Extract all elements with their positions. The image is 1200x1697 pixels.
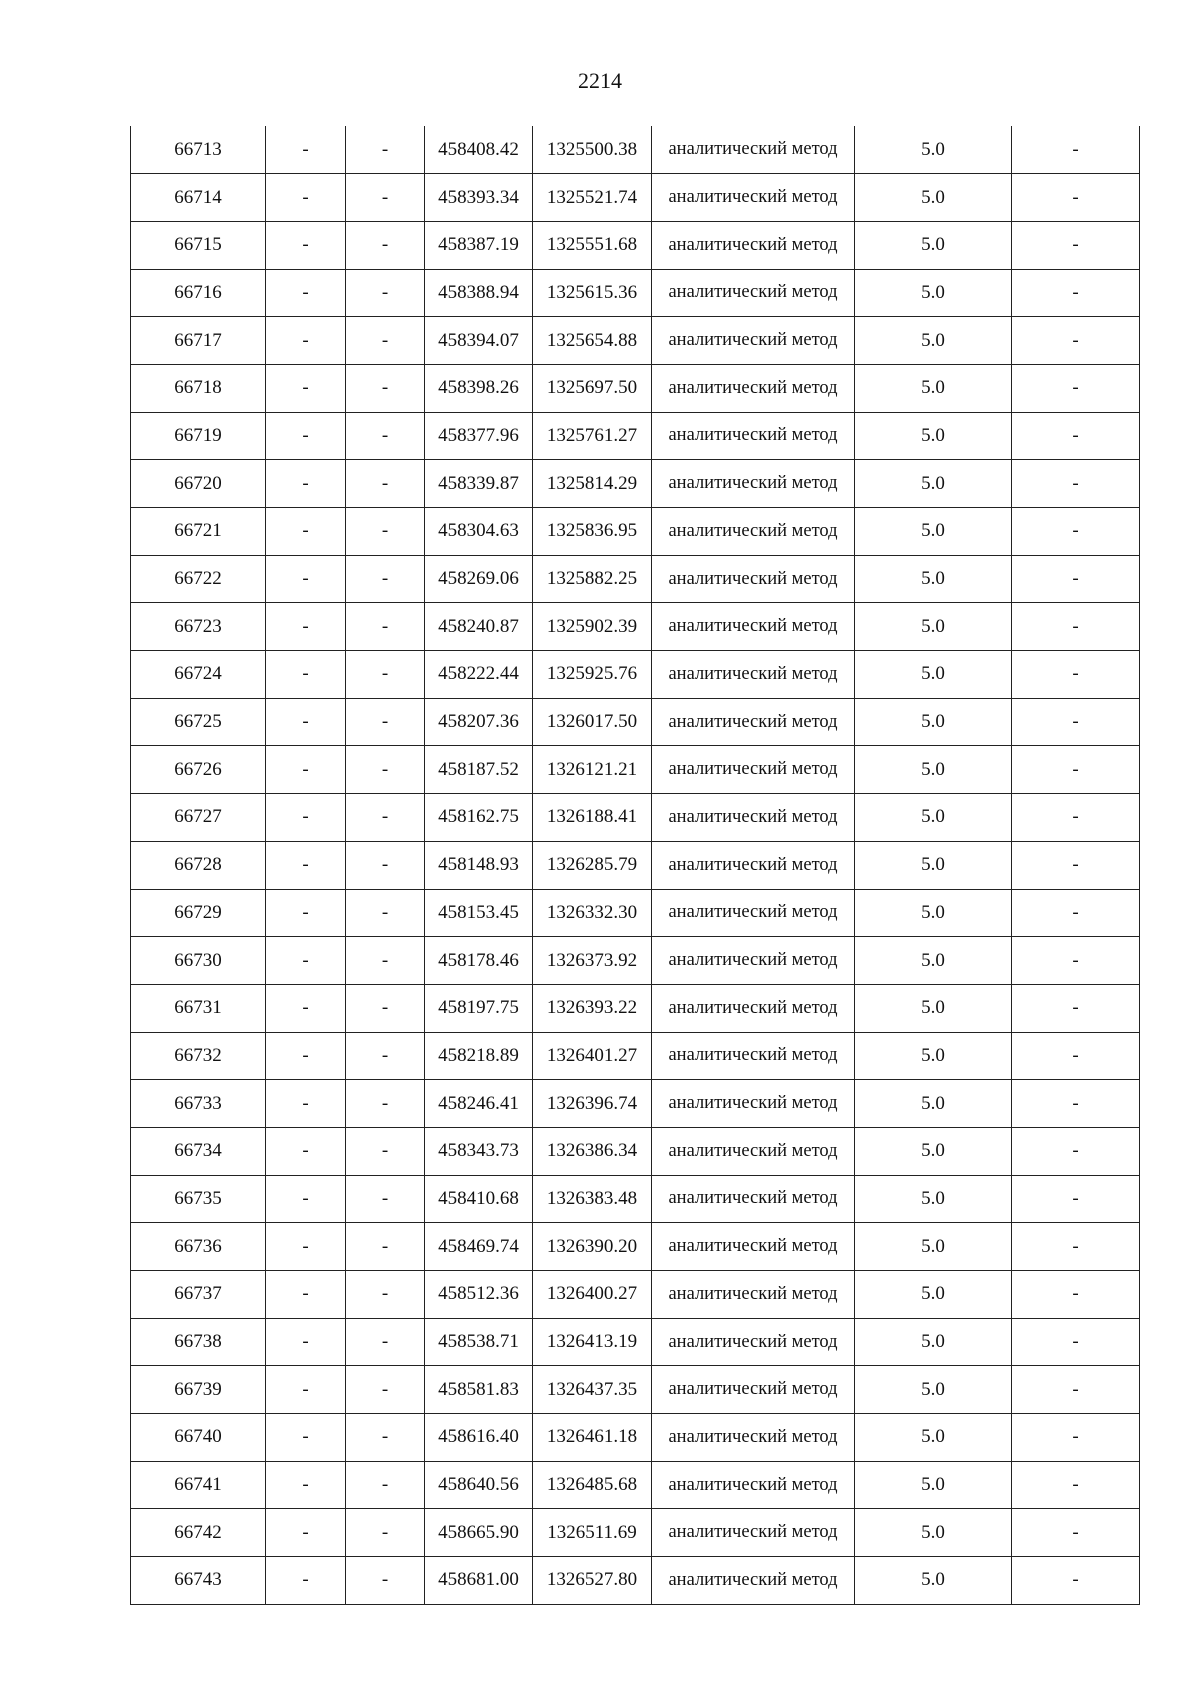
point-number-cell: 66736	[131, 1223, 266, 1271]
table-row	[131, 364, 1140, 412]
x-coordinate-cell: 458187.52	[425, 746, 533, 794]
y-coordinate-cell: 1325697.50	[533, 364, 652, 412]
note-cell: -	[1012, 174, 1140, 222]
y-coordinate-cell: 1325814.29	[533, 460, 652, 508]
x-coordinate-cell: 458616.40	[425, 1414, 533, 1462]
point-number-cell: 66739	[131, 1366, 266, 1414]
point-number-cell: 66721	[131, 508, 266, 556]
accuracy-cell: 5.0	[855, 1366, 1012, 1414]
accuracy-cell: 5.0	[855, 746, 1012, 794]
column-3-cell: -	[346, 269, 425, 317]
note-cell: -	[1012, 317, 1140, 365]
column-2-cell: -	[266, 364, 346, 412]
table-row	[131, 1223, 1140, 1271]
table-row	[131, 698, 1140, 746]
column-3-cell: -	[346, 460, 425, 508]
table-row	[131, 1509, 1140, 1557]
column-2-cell: -	[266, 1318, 346, 1366]
point-number-cell: 66715	[131, 221, 266, 269]
column-2-cell: -	[266, 126, 346, 174]
column-2-cell: -	[266, 174, 346, 222]
table-row	[131, 794, 1140, 842]
point-number-cell: 66716	[131, 269, 266, 317]
column-2-cell: -	[266, 269, 346, 317]
point-number-cell: 66731	[131, 984, 266, 1032]
point-number-cell: 66740	[131, 1414, 266, 1462]
note-cell: -	[1012, 889, 1140, 937]
column-2-cell: -	[266, 1080, 346, 1128]
y-coordinate-cell: 1326437.35	[533, 1366, 652, 1414]
column-3-cell: -	[346, 174, 425, 222]
method-cell: аналитический метод	[652, 651, 855, 699]
y-coordinate-cell: 1326332.30	[533, 889, 652, 937]
note-cell: -	[1012, 1223, 1140, 1271]
table-row	[131, 841, 1140, 889]
x-coordinate-cell: 458304.63	[425, 508, 533, 556]
accuracy-cell: 5.0	[855, 1032, 1012, 1080]
column-3-cell: -	[346, 1414, 425, 1462]
x-coordinate-cell: 458410.68	[425, 1175, 533, 1223]
column-2-cell: -	[266, 1271, 346, 1319]
y-coordinate-cell: 1325500.38	[533, 126, 652, 174]
point-number-cell: 66725	[131, 698, 266, 746]
table-row	[131, 937, 1140, 985]
point-number-cell: 66717	[131, 317, 266, 365]
method-cell: аналитический метод	[652, 841, 855, 889]
column-2-cell: -	[266, 317, 346, 365]
method-cell: аналитический метод	[652, 508, 855, 556]
method-cell: аналитический метод	[652, 1175, 855, 1223]
y-coordinate-cell: 1325925.76	[533, 651, 652, 699]
table-body	[131, 126, 1140, 1604]
column-2-cell: -	[266, 841, 346, 889]
x-coordinate-cell: 458197.75	[425, 984, 533, 1032]
method-cell: аналитический метод	[652, 364, 855, 412]
x-coordinate-cell: 458269.06	[425, 555, 533, 603]
column-3-cell: -	[346, 317, 425, 365]
column-3-cell: -	[346, 1318, 425, 1366]
table-row	[131, 889, 1140, 937]
accuracy-cell: 5.0	[855, 1557, 1012, 1605]
method-cell: аналитический метод	[652, 126, 855, 174]
point-number-cell: 66743	[131, 1557, 266, 1605]
method-cell: аналитический метод	[652, 174, 855, 222]
x-coordinate-cell: 458343.73	[425, 1127, 533, 1175]
x-coordinate-cell: 458512.36	[425, 1271, 533, 1319]
column-3-cell: -	[346, 1175, 425, 1223]
x-coordinate-cell: 458240.87	[425, 603, 533, 651]
table-row	[131, 174, 1140, 222]
point-number-cell: 66730	[131, 937, 266, 985]
note-cell: -	[1012, 841, 1140, 889]
point-number-cell: 66727	[131, 794, 266, 842]
column-2-cell: -	[266, 460, 346, 508]
column-3-cell: -	[346, 1461, 425, 1509]
y-coordinate-cell: 1325615.36	[533, 269, 652, 317]
y-coordinate-cell: 1326401.27	[533, 1032, 652, 1080]
table-row	[131, 126, 1140, 174]
y-coordinate-cell: 1326285.79	[533, 841, 652, 889]
column-2-cell: -	[266, 746, 346, 794]
column-2-cell: -	[266, 1366, 346, 1414]
method-cell: аналитический метод	[652, 1127, 855, 1175]
accuracy-cell: 5.0	[855, 1509, 1012, 1557]
y-coordinate-cell: 1326383.48	[533, 1175, 652, 1223]
method-cell: аналитический метод	[652, 1366, 855, 1414]
method-cell: аналитический метод	[652, 555, 855, 603]
y-coordinate-cell: 1326393.22	[533, 984, 652, 1032]
x-coordinate-cell: 458153.45	[425, 889, 533, 937]
x-coordinate-cell: 458538.71	[425, 1318, 533, 1366]
column-3-cell: -	[346, 1032, 425, 1080]
x-coordinate-cell: 458387.19	[425, 221, 533, 269]
point-number-cell: 66741	[131, 1461, 266, 1509]
table-row	[131, 746, 1140, 794]
note-cell: -	[1012, 1366, 1140, 1414]
accuracy-cell: 5.0	[855, 126, 1012, 174]
column-3-cell: -	[346, 1557, 425, 1605]
accuracy-cell: 5.0	[855, 1175, 1012, 1223]
column-2-cell: -	[266, 221, 346, 269]
column-2-cell: -	[266, 984, 346, 1032]
column-3-cell: -	[346, 221, 425, 269]
column-3-cell: -	[346, 508, 425, 556]
column-2-cell: -	[266, 1461, 346, 1509]
accuracy-cell: 5.0	[855, 1318, 1012, 1366]
accuracy-cell: 5.0	[855, 603, 1012, 651]
y-coordinate-cell: 1325551.68	[533, 221, 652, 269]
table-row	[131, 603, 1140, 651]
column-3-cell: -	[346, 984, 425, 1032]
x-coordinate-cell: 458207.36	[425, 698, 533, 746]
y-coordinate-cell: 1325654.88	[533, 317, 652, 365]
column-3-cell: -	[346, 412, 425, 460]
column-3-cell: -	[346, 698, 425, 746]
point-number-cell: 66742	[131, 1509, 266, 1557]
accuracy-cell: 5.0	[855, 412, 1012, 460]
table-row	[131, 412, 1140, 460]
column-2-cell: -	[266, 1127, 346, 1175]
accuracy-cell: 5.0	[855, 364, 1012, 412]
x-coordinate-cell: 458408.42	[425, 126, 533, 174]
y-coordinate-cell: 1326121.21	[533, 746, 652, 794]
column-2-cell: -	[266, 555, 346, 603]
point-number-cell: 66735	[131, 1175, 266, 1223]
note-cell: -	[1012, 984, 1140, 1032]
method-cell: аналитический метод	[652, 984, 855, 1032]
method-cell: аналитический метод	[652, 221, 855, 269]
accuracy-cell: 5.0	[855, 317, 1012, 365]
y-coordinate-cell: 1326485.68	[533, 1461, 652, 1509]
x-coordinate-cell: 458469.74	[425, 1223, 533, 1271]
table-row	[131, 651, 1140, 699]
method-cell: аналитический метод	[652, 1461, 855, 1509]
x-coordinate-cell: 458581.83	[425, 1366, 533, 1414]
table-row	[131, 269, 1140, 317]
point-number-cell: 66714	[131, 174, 266, 222]
point-number-cell: 66718	[131, 364, 266, 412]
note-cell: -	[1012, 555, 1140, 603]
x-coordinate-cell: 458377.96	[425, 412, 533, 460]
note-cell: -	[1012, 937, 1140, 985]
x-coordinate-cell: 458162.75	[425, 794, 533, 842]
note-cell: -	[1012, 651, 1140, 699]
table-row	[131, 460, 1140, 508]
method-cell: аналитический метод	[652, 603, 855, 651]
column-3-cell: -	[346, 1223, 425, 1271]
column-3-cell: -	[346, 126, 425, 174]
method-cell: аналитический метод	[652, 1509, 855, 1557]
note-cell: -	[1012, 1032, 1140, 1080]
note-cell: -	[1012, 1509, 1140, 1557]
y-coordinate-cell: 1325882.25	[533, 555, 652, 603]
point-number-cell: 66726	[131, 746, 266, 794]
table-row	[131, 1366, 1140, 1414]
column-2-cell: -	[266, 794, 346, 842]
note-cell: -	[1012, 1557, 1140, 1605]
column-3-cell: -	[346, 1271, 425, 1319]
y-coordinate-cell: 1325521.74	[533, 174, 652, 222]
x-coordinate-cell: 458246.41	[425, 1080, 533, 1128]
coordinates-table	[130, 126, 1140, 1605]
table-row	[131, 221, 1140, 269]
table-row	[131, 317, 1140, 365]
x-coordinate-cell: 458218.89	[425, 1032, 533, 1080]
column-2-cell: -	[266, 412, 346, 460]
page-number: 2214	[578, 68, 622, 93]
column-2-cell: -	[266, 937, 346, 985]
accuracy-cell: 5.0	[855, 1461, 1012, 1509]
note-cell: -	[1012, 269, 1140, 317]
table-row	[131, 1080, 1140, 1128]
method-cell: аналитический метод	[652, 1080, 855, 1128]
y-coordinate-cell: 1326386.34	[533, 1127, 652, 1175]
column-2-cell: -	[266, 1175, 346, 1223]
column-2-cell: -	[266, 1509, 346, 1557]
column-3-cell: -	[346, 364, 425, 412]
table-row	[131, 1175, 1140, 1223]
column-2-cell: -	[266, 1414, 346, 1462]
note-cell: -	[1012, 1461, 1140, 1509]
column-3-cell: -	[346, 794, 425, 842]
table-row	[131, 1557, 1140, 1605]
method-cell: аналитический метод	[652, 317, 855, 365]
note-cell: -	[1012, 603, 1140, 651]
column-2-cell: -	[266, 698, 346, 746]
table-row	[131, 1318, 1140, 1366]
x-coordinate-cell: 458393.34	[425, 174, 533, 222]
x-coordinate-cell: 458640.56	[425, 1461, 533, 1509]
note-cell: -	[1012, 1127, 1140, 1175]
x-coordinate-cell: 458222.44	[425, 651, 533, 699]
y-coordinate-cell: 1326527.80	[533, 1557, 652, 1605]
note-cell: -	[1012, 221, 1140, 269]
method-cell: аналитический метод	[652, 698, 855, 746]
method-cell: аналитический метод	[652, 1032, 855, 1080]
method-cell: аналитический метод	[652, 412, 855, 460]
column-3-cell: -	[346, 937, 425, 985]
y-coordinate-cell: 1326188.41	[533, 794, 652, 842]
note-cell: -	[1012, 746, 1140, 794]
accuracy-cell: 5.0	[855, 889, 1012, 937]
column-2-cell: -	[266, 1223, 346, 1271]
x-coordinate-cell: 458178.46	[425, 937, 533, 985]
x-coordinate-cell: 458681.00	[425, 1557, 533, 1605]
y-coordinate-cell: 1326461.18	[533, 1414, 652, 1462]
column-3-cell: -	[346, 1080, 425, 1128]
method-cell: аналитический метод	[652, 1414, 855, 1462]
method-cell: аналитический метод	[652, 889, 855, 937]
point-number-cell: 66737	[131, 1271, 266, 1319]
point-number-cell: 66722	[131, 555, 266, 603]
note-cell: -	[1012, 698, 1140, 746]
note-cell: -	[1012, 412, 1140, 460]
method-cell: аналитический метод	[652, 269, 855, 317]
table-row	[131, 555, 1140, 603]
note-cell: -	[1012, 1271, 1140, 1319]
column-3-cell: -	[346, 1509, 425, 1557]
note-cell: -	[1012, 1175, 1140, 1223]
note-cell: -	[1012, 1080, 1140, 1128]
accuracy-cell: 5.0	[855, 651, 1012, 699]
table-row	[131, 508, 1140, 556]
column-3-cell: -	[346, 651, 425, 699]
y-coordinate-cell: 1326396.74	[533, 1080, 652, 1128]
method-cell: аналитический метод	[652, 1318, 855, 1366]
y-coordinate-cell: 1325761.27	[533, 412, 652, 460]
method-cell: аналитический метод	[652, 937, 855, 985]
table-row	[131, 1461, 1140, 1509]
column-2-cell: -	[266, 508, 346, 556]
y-coordinate-cell: 1326400.27	[533, 1271, 652, 1319]
method-cell: аналитический метод	[652, 1271, 855, 1319]
accuracy-cell: 5.0	[855, 555, 1012, 603]
y-coordinate-cell: 1326511.69	[533, 1509, 652, 1557]
note-cell: -	[1012, 508, 1140, 556]
y-coordinate-cell: 1326373.92	[533, 937, 652, 985]
method-cell: аналитический метод	[652, 794, 855, 842]
point-number-cell: 66724	[131, 651, 266, 699]
x-coordinate-cell: 458388.94	[425, 269, 533, 317]
column-2-cell: -	[266, 889, 346, 937]
method-cell: аналитический метод	[652, 1223, 855, 1271]
column-3-cell: -	[346, 603, 425, 651]
point-number-cell: 66719	[131, 412, 266, 460]
y-coordinate-cell: 1326413.19	[533, 1318, 652, 1366]
point-number-cell: 66732	[131, 1032, 266, 1080]
table-row	[131, 1271, 1140, 1319]
note-cell: -	[1012, 460, 1140, 508]
point-number-cell: 66720	[131, 460, 266, 508]
method-cell: аналитический метод	[652, 1557, 855, 1605]
column-3-cell: -	[346, 1366, 425, 1414]
point-number-cell: 66738	[131, 1318, 266, 1366]
note-cell: -	[1012, 126, 1140, 174]
x-coordinate-cell: 458665.90	[425, 1509, 533, 1557]
table-row	[131, 1414, 1140, 1462]
column-2-cell: -	[266, 1557, 346, 1605]
note-cell: -	[1012, 1414, 1140, 1462]
accuracy-cell: 5.0	[855, 1414, 1012, 1462]
x-coordinate-cell: 458394.07	[425, 317, 533, 365]
accuracy-cell: 5.0	[855, 794, 1012, 842]
column-2-cell: -	[266, 651, 346, 699]
y-coordinate-cell: 1325902.39	[533, 603, 652, 651]
column-2-cell: -	[266, 603, 346, 651]
column-3-cell: -	[346, 889, 425, 937]
y-coordinate-cell: 1325836.95	[533, 508, 652, 556]
column-3-cell: -	[346, 746, 425, 794]
x-coordinate-cell: 458148.93	[425, 841, 533, 889]
point-number-cell: 66713	[131, 126, 266, 174]
y-coordinate-cell: 1326390.20	[533, 1223, 652, 1271]
note-cell: -	[1012, 1318, 1140, 1366]
accuracy-cell: 5.0	[855, 984, 1012, 1032]
point-number-cell: 66728	[131, 841, 266, 889]
column-3-cell: -	[346, 555, 425, 603]
point-number-cell: 66734	[131, 1127, 266, 1175]
x-coordinate-cell: 458339.87	[425, 460, 533, 508]
accuracy-cell: 5.0	[855, 1271, 1012, 1319]
accuracy-cell: 5.0	[855, 1080, 1012, 1128]
point-number-cell: 66733	[131, 1080, 266, 1128]
y-coordinate-cell: 1326017.50	[533, 698, 652, 746]
method-cell: аналитический метод	[652, 746, 855, 794]
table-row	[131, 984, 1140, 1032]
x-coordinate-cell: 458398.26	[425, 364, 533, 412]
note-cell: -	[1012, 364, 1140, 412]
accuracy-cell: 5.0	[855, 1127, 1012, 1175]
point-number-cell: 66729	[131, 889, 266, 937]
accuracy-cell: 5.0	[855, 460, 1012, 508]
column-2-cell: -	[266, 1032, 346, 1080]
accuracy-cell: 5.0	[855, 269, 1012, 317]
accuracy-cell: 5.0	[855, 841, 1012, 889]
accuracy-cell: 5.0	[855, 937, 1012, 985]
accuracy-cell: 5.0	[855, 1223, 1012, 1271]
method-cell: аналитический метод	[652, 460, 855, 508]
accuracy-cell: 5.0	[855, 698, 1012, 746]
table-row	[131, 1032, 1140, 1080]
accuracy-cell: 5.0	[855, 221, 1012, 269]
accuracy-cell: 5.0	[855, 174, 1012, 222]
table-row	[131, 1127, 1140, 1175]
point-number-cell: 66723	[131, 603, 266, 651]
column-3-cell: -	[346, 841, 425, 889]
accuracy-cell: 5.0	[855, 508, 1012, 556]
note-cell: -	[1012, 794, 1140, 842]
column-3-cell: -	[346, 1127, 425, 1175]
